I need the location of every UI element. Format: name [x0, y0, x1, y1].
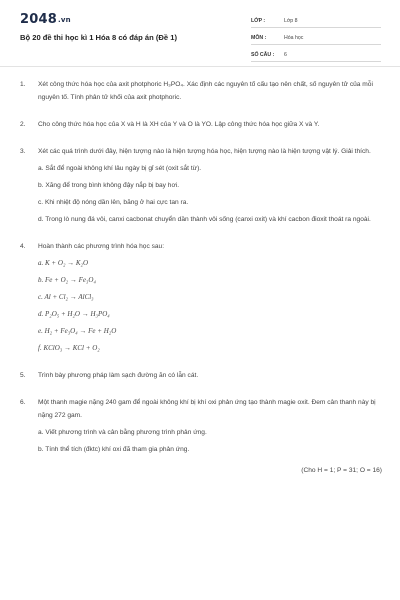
question-6	[20, 396, 382, 477]
meta-class-value: Lớp 8	[284, 17, 298, 24]
equation-item: b. Fe + O₂ → Fe₃O₄	[38, 276, 96, 284]
meta-count-label: SỐ CÂU :	[251, 51, 275, 58]
question-text: Cho công thức hóa học của X và H là XH của Y và O là YO. Lập công thức hóa học giữa X và Y.	[38, 121, 320, 128]
equation-item: d. P₂O₅ + H₂O → H₃PO₄	[38, 310, 110, 318]
question-item: d. Trong lò nung đá vôi, canxi cacbonat chuyển dần thành vôi sống (canxi oxit) và khí cacbon đioxit thoát ra ngoài.	[38, 216, 371, 223]
equation-item: c. Al + Cl₂ → AlCl₃	[38, 293, 94, 301]
question-item: a. Viết phương trình và cân bằng phương trình phản ứng.	[38, 429, 207, 436]
document-title: Bộ 20 đề thi học kì 1 Hóa 8 có đáp án (Đề 1)	[20, 33, 177, 42]
question-number: 6.	[20, 399, 26, 406]
atomic-mass-note: (Cho H = 1; P = 31; O = 16)	[301, 467, 382, 474]
exam-meta	[251, 14, 381, 65]
question-number: 2.	[20, 121, 26, 128]
logo-text: 2048	[20, 12, 57, 27]
question-3	[20, 145, 382, 226]
question-4	[20, 240, 382, 355]
question-text: Trình bày phương pháp làm sạch đường ăn có lẫn cát.	[38, 372, 199, 379]
question-text: Xét công thức hóa học của axit photphoric H₃PO₄. Xác định các nguyên tố cấu tạo nên chất, số nguyên tử của mỗi nguyên tố. Tính phân tử khối của axit photphoric.	[38, 81, 373, 101]
question-number: 4.	[20, 243, 26, 250]
page-header	[0, 0, 400, 58]
question-text: Một thanh magie nặng 240 gam để ngoài không khí bị khí oxi phản ứng tạo thành magie oxit. Đem cân thanh này bị nặng 272 gam.	[38, 399, 376, 419]
site-logo[interactable]	[20, 12, 71, 27]
logo-suffix: .vn	[57, 15, 71, 24]
meta-class	[251, 14, 381, 28]
question-number: 1.	[20, 81, 26, 88]
meta-count	[251, 48, 381, 62]
question-number: 3.	[20, 148, 26, 155]
question-item: c. Khi nhiệt độ nóng dần lên, băng ở hai cực tan ra.	[38, 199, 189, 206]
equation-item: e. H₂ + Fe₃O₄ → Fe + H₂O	[38, 327, 117, 335]
question-5	[20, 369, 382, 382]
equation-item: a. K + O₂ → K₂O	[38, 259, 89, 267]
header-divider	[0, 66, 400, 67]
question-2	[20, 118, 382, 131]
question-item: b. Tính thể tích (đktc) khí oxi đã tham gia phản ứng.	[38, 446, 190, 453]
question-1	[20, 78, 382, 104]
question-item: b. Xăng để trong bình không đậy nắp bị bay hơi.	[38, 182, 180, 189]
equation-item: f. KClO₃ → KCl + O₂	[38, 344, 100, 352]
question-number: 5.	[20, 372, 26, 379]
question-item: a. Sắt để ngoài không khí lâu ngày bị gỉ sét (oxit sắt từ).	[38, 165, 202, 172]
meta-count-value: 6	[284, 51, 287, 58]
question-list	[20, 78, 382, 477]
question-text: Xét các quá trình dưới đây, hiện tượng nào là hiện tượng hóa học, hiện tượng nào là hiện tượng vật lý. Giải thích.	[38, 148, 371, 155]
meta-class-label: LỚP :	[251, 17, 266, 24]
meta-subject-value: Hóa học	[284, 34, 304, 41]
meta-subject-label: MÔN :	[251, 34, 267, 41]
question-text: Hoàn thành các phương trình hóa học sau:	[38, 243, 165, 250]
meta-subject	[251, 31, 381, 45]
